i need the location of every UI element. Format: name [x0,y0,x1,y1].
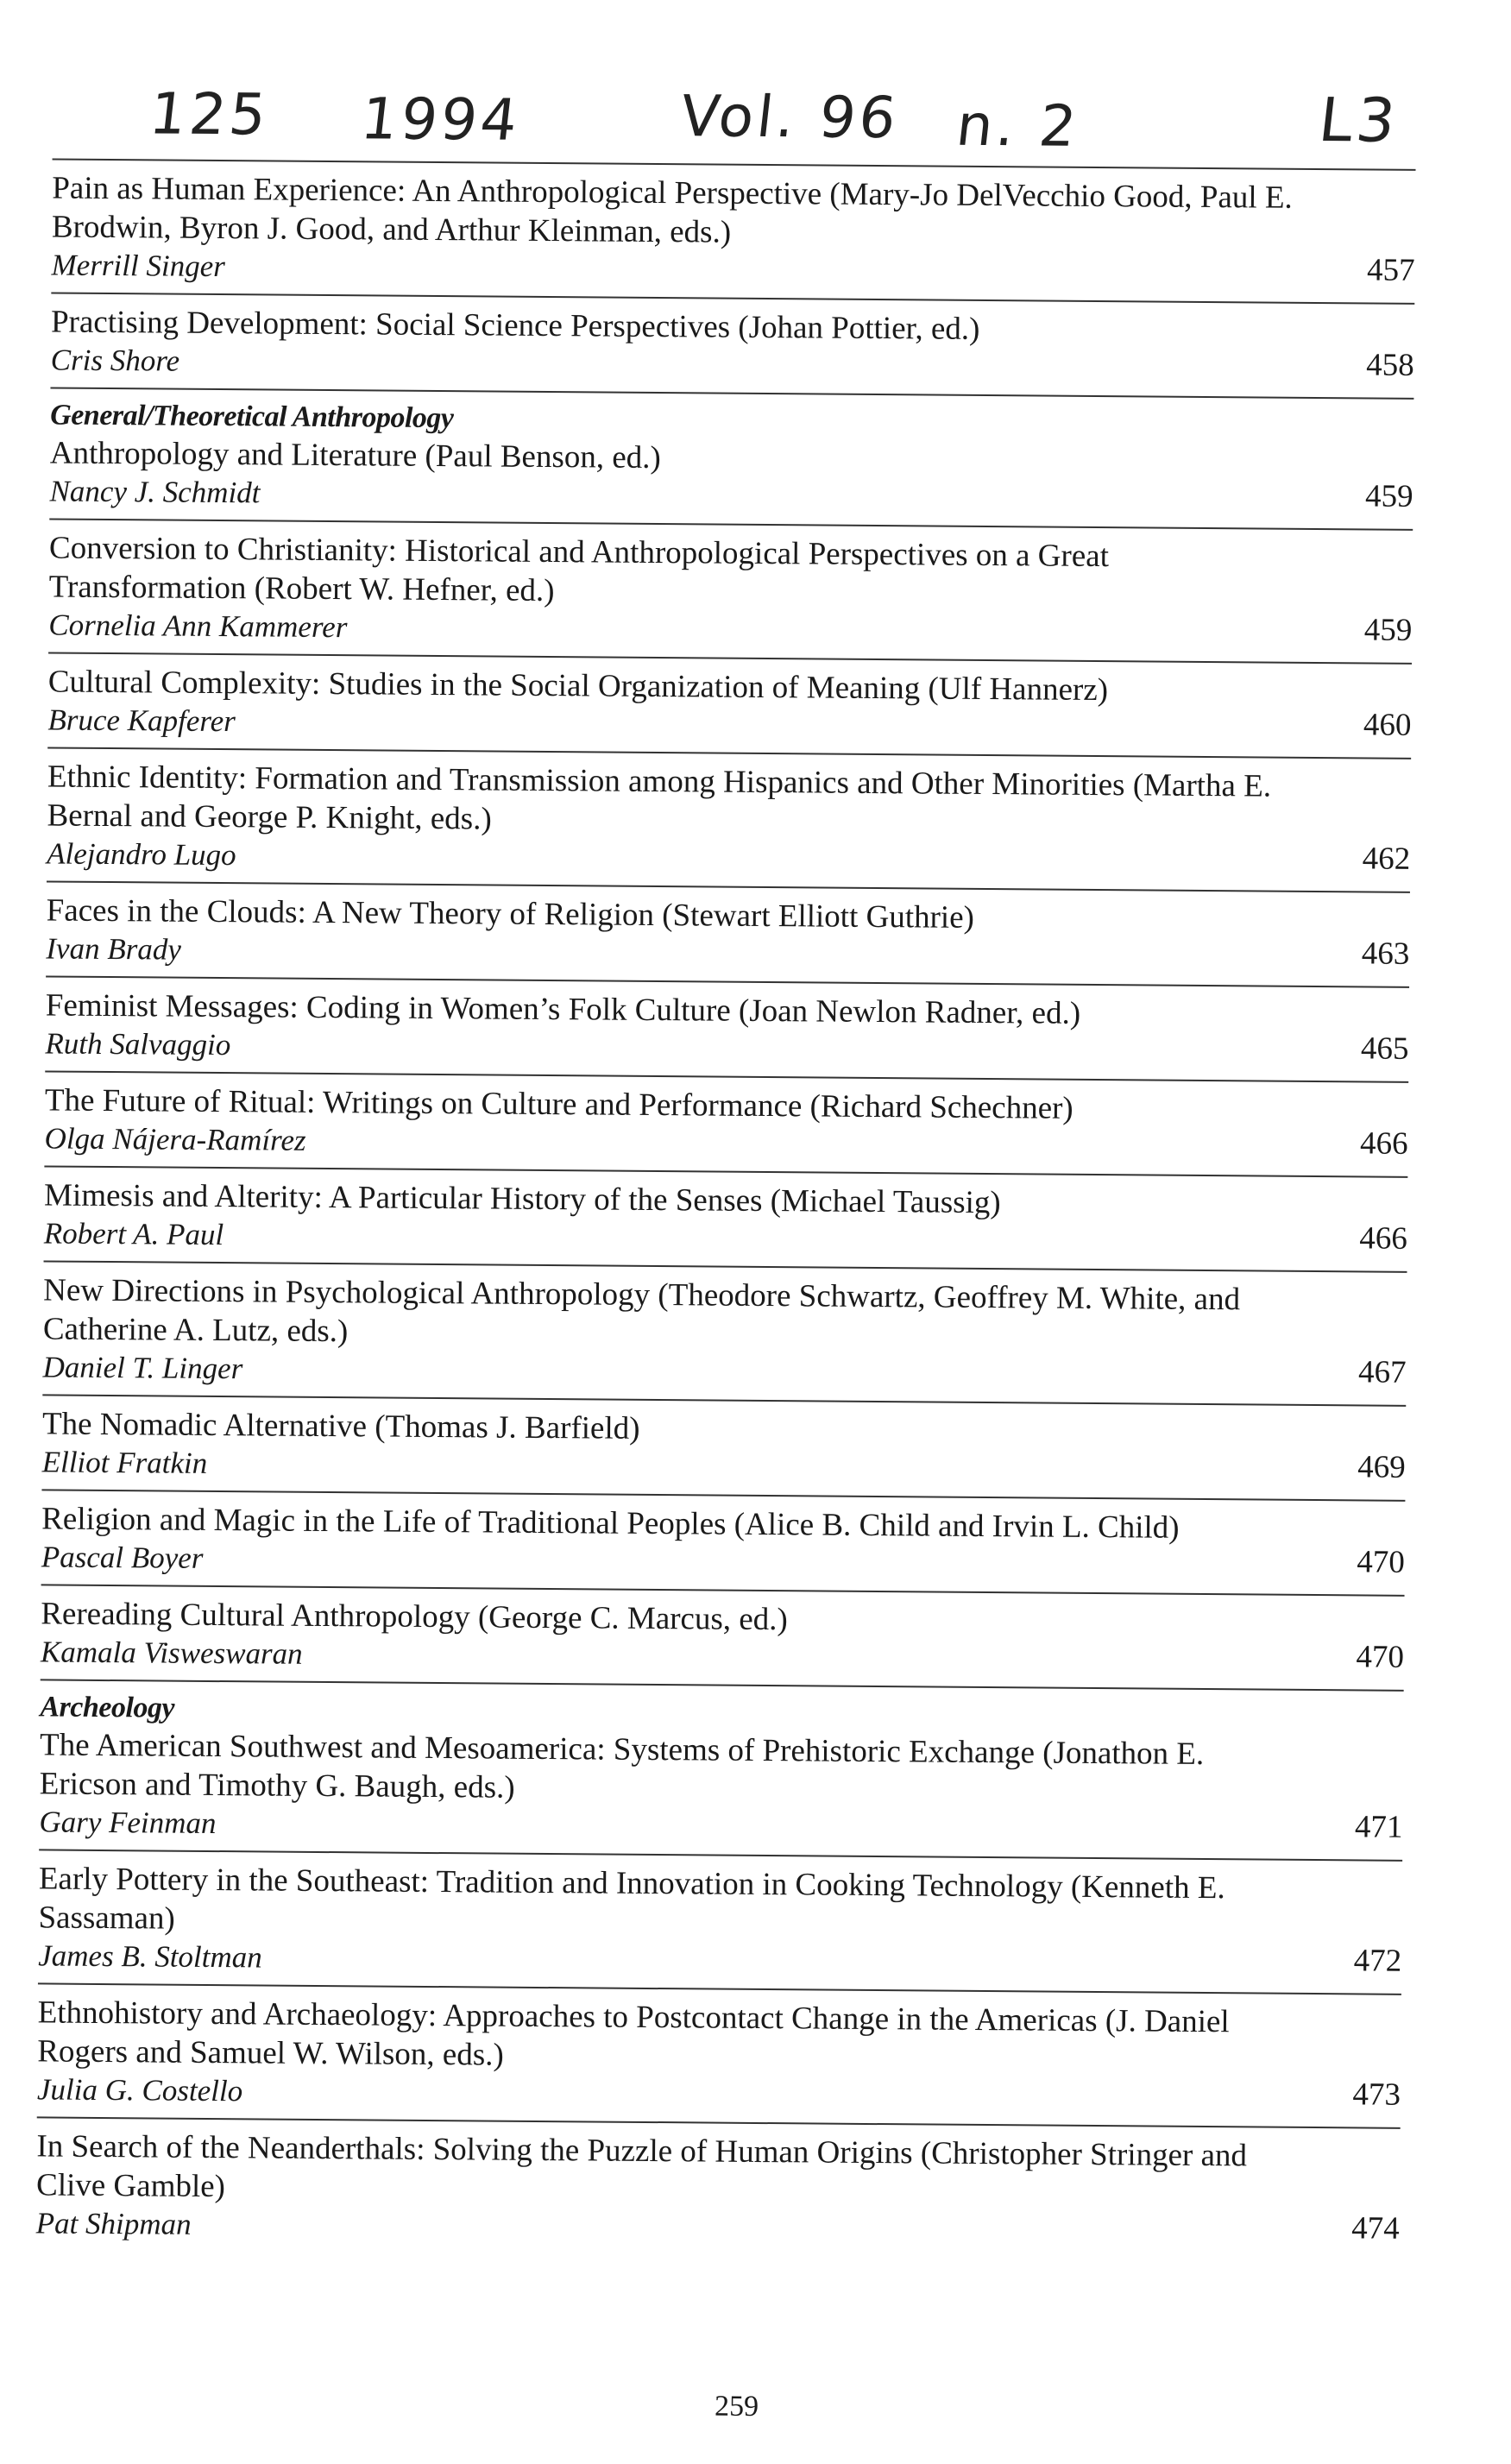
reviewer-name: Kamala Visweswaran [40,1635,303,1671]
toc-entry [36,2116,1401,2260]
book-title: In Search of the Neanderthals: Solving the Puzzle of Human Origins (Christopher Stringer and Clive Gamble) [35,2128,1248,2205]
book-title: Faces in the Clouds: A New Theory of Religion (Stewart Elliott Guthrie) [46,892,975,936]
entry-page-number: 462 [1362,841,1411,877]
toc-entry [45,975,1409,1081]
handwritten-year: 1994 [357,85,525,154]
table-of-contents [36,158,1416,2260]
book-title: Cultural Complexity: Studies in the Social Organization of Meaning (Ulf Hannerz) [47,664,1109,709]
toc-entry [44,1165,1408,1270]
handwritten-volume: Vol. 96 [677,83,903,152]
reviewer-name: Ivan Brady [46,931,182,967]
handwritten-issue: n. 2 [953,91,1084,160]
reviewer-name: Gary Feinman [39,1805,217,1841]
reviewer-name: Pat Shipman [35,2206,192,2241]
book-title: Pain as Human Experience: An Anthropological Perspective (Mary-Jo DelVecchio Good, Paul E. Brodwin, Byron J. Good, and Arthur Kleinman, eds.) [51,170,1293,250]
reviewer-name: Pascal Boyer [41,1540,204,1575]
entry-page-number: 463 [1361,936,1410,972]
book-title: New Directions in Psychological Anthropology (Theodore Schwartz, Geoffrey M. White, and Catherine A. Lutz, eds.) [42,1272,1241,1350]
toc-entry [41,1584,1405,1689]
reviewer-name: Bruce Kapferer [47,703,236,739]
reviewer-name: Daniel T. Linger [42,1350,243,1386]
book-title: The Nomadic Alternative (Thomas J. Barfield) [41,1406,640,1446]
toc-entry [49,387,1413,528]
toc-entry [37,1982,1401,2127]
entry-page-number: 472 [1353,1943,1402,1979]
entry-page-number: 467 [1357,1354,1407,1390]
handwritten-number: 125 [146,80,274,148]
toc-entry [39,1679,1403,1859]
reviewer-name: Ruth Salvaggio [45,1026,231,1062]
reviewer-name: Elliot Fratkin [41,1445,208,1480]
entry-page-number: 474 [1351,2210,1400,2247]
section-heading: Archeology [40,1691,175,1724]
entry-page-number: 466 [1359,1220,1407,1257]
toc-entry [42,1260,1407,1404]
book-title: Mimesis and Alterity: A Particular History of the Senses (Michael Taussig) [43,1177,1001,1221]
book-title: Feminist Messages: Coding in Women’s Folk Culture (Joan Newlon Radner, ed.) [45,987,1081,1031]
reviewer-name: James B. Stoltman [38,1938,262,1975]
entry-page-number: 471 [1354,1809,1403,1845]
entry-page-number: 470 [1357,1544,1405,1580]
toc-entry [50,292,1414,397]
toc-entry [44,1070,1408,1175]
toc-entry [51,158,1415,302]
page-number: 259 [714,2390,759,2423]
book-title: Anthropology and Literature (Paul Benson, ed.) [49,435,661,476]
toc-entry [47,652,1412,757]
toc-entry [48,518,1413,662]
entry-page-number: 469 [1357,1449,1406,1485]
reviewer-name: Nancy J. Schmidt [49,474,261,510]
book-title: Ethnohistory and Archaeology: Approaches to Postcontact Change in the Americas (J. Daniel Rogers and Samuel W. Wilson, eds.) [37,1995,1230,2073]
handwritten-code: L3 [1315,85,1403,156]
entry-page-number: 458 [1366,347,1414,383]
toc-entry [38,1849,1402,1993]
book-title: The Future of Ritual: Writings on Culture and Performance (Richard Schechner) [44,1082,1073,1126]
reviewer-name: Merrill Singer [51,248,225,284]
reviewer-name: Alejandro Lugo [47,836,236,873]
toc-entry [47,747,1411,891]
book-title: Practising Development: Social Science Perspectives (Johan Pottier, ed.) [50,304,980,347]
entry-page-number: 465 [1360,1030,1409,1067]
toc-entry [41,1394,1406,1499]
book-title: Ethnic Identity: Formation and Transmission among Hispanics and Other Minorities (Martha E. Bernal and George P. Knight, eds.) [47,759,1272,837]
toc-entry [41,1489,1406,1594]
entry-page-number: 460 [1363,707,1412,743]
book-title: Early Pottery in the Southeast: Tradition and Innovation in Cooking Technology (Kenneth E. Sassaman) [38,1861,1225,1937]
reviewer-name: Cris Shore [50,343,180,378]
entry-page-number: 457 [1366,252,1415,288]
reviewer-name: Olga Nájera-Ramírez [44,1121,306,1157]
reviewer-name: Robert A. Paul [43,1216,224,1252]
reviewer-name: Julia G. Costello [36,2072,243,2108]
book-title: Rereading Cultural Anthropology (George C. Marcus, ed.) [41,1596,788,1638]
book-title: Conversion to Christianity: Historical and Anthropological Perspectives on a Great Transformation (Robert W. Hefner, ed.) [48,530,1110,609]
reviewer-name: Cornelia Ann Kammerer [48,608,348,645]
book-title: The American Southwest and Mesoamerica: Systems of Prehistoric Exchange (Jonathon E. Ericson and Timothy G. Baugh, eds.) [39,1727,1205,1805]
section-heading: General/Theoretical Anthropology [50,399,454,435]
entry-page-number: 473 [1352,2076,1401,2113]
entry-page-number: 459 [1364,478,1413,514]
entry-page-number: 459 [1363,612,1413,648]
entry-page-number: 470 [1356,1639,1405,1675]
book-title: Religion and Magic in the Life of Traditional Peoples (Alice B. Child and Irvin L. Child) [41,1501,1180,1546]
toc-entry [46,880,1410,986]
entry-page-number: 466 [1359,1125,1408,1162]
